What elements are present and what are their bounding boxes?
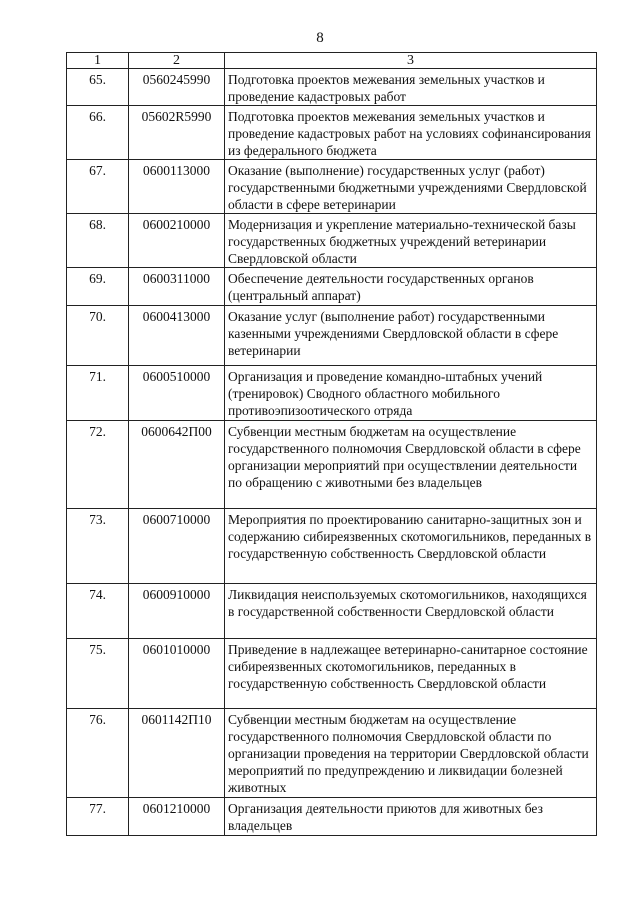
row-code: 0601010000 [129,639,225,709]
header-col-2: 2 [129,53,225,69]
header-col-3: 3 [225,53,597,69]
row-number: 75. [67,639,129,709]
table-row [67,798,597,836]
table-row [67,421,597,509]
row-description: Организация деятельности приютов для животных без владельцев [225,798,597,836]
row-description: Модернизация и укрепление материально-технической базы государственных бюджетных учреждений ветеринарии Свердловской области [225,214,597,268]
table-row [67,509,597,584]
row-description: Организация и проведение командно-штабных учений (тренировок) Сводного областного мобильного противоэпизоотического отряда [225,366,597,421]
row-number: 70. [67,306,129,366]
row-code: 0600710000 [129,509,225,584]
row-number: 72. [67,421,129,509]
row-code: 0600113000 [129,160,225,214]
row-description: Оказание услуг (выполнение работ) государственными казенными учреждениями Свердловской области в сфере ветеринарии [225,306,597,366]
row-description: Обеспечение деятельности государственных органов (центральный аппарат) [225,268,597,306]
table-row [67,709,597,798]
row-description: Субвенции местным бюджетам на осуществление государственного полномочия Свердловской области в сфере организации мероприятий при осуществлении деятельности по обращению с животными без владельцев [225,421,597,509]
header-col-1: 1 [67,53,129,69]
row-description: Мероприятия по проектированию санитарно-защитных зон и содержанию сибиреязвенных скотомогильников, переданных в государственную собственность Свердловской области [225,509,597,584]
row-code: 0600311000 [129,268,225,306]
row-code: 0600210000 [129,214,225,268]
row-code: 0600413000 [129,306,225,366]
row-number: 71. [67,366,129,421]
row-description: Подготовка проектов межевания земельных участков и проведение кадастровых работ [225,69,597,106]
table-row [67,366,597,421]
row-description: Оказание (выполнение) государственных услуг (работ) государственными бюджетными учреждениями Свердловской области в сфере ветеринарии [225,160,597,214]
row-number: 66. [67,106,129,160]
table-row [67,69,597,106]
table-header-row [67,53,597,69]
row-number: 77. [67,798,129,836]
row-code: 0601210000 [129,798,225,836]
budget-codes-table [66,52,597,836]
row-number: 76. [67,709,129,798]
row-number: 67. [67,160,129,214]
row-code: 0600642П00 [129,421,225,509]
row-description: Субвенции местным бюджетам на осуществление государственного полномочия Свердловской области по организации проведения на территории Свердловской области мероприятий по предупреждению и ликвидации болезней животных [225,709,597,798]
table-row [67,306,597,366]
row-code: 0600910000 [129,584,225,639]
row-number: 74. [67,584,129,639]
table-row [67,639,597,709]
row-description: Подготовка проектов межевания земельных участков и проведение кадастровых работ на условиях софинансирования из федерального бюджета [225,106,597,160]
page-number: 8 [316,30,324,46]
table-row [67,106,597,160]
row-code: 05602R5990 [129,106,225,160]
table-row [67,214,597,268]
row-number: 73. [67,509,129,584]
row-description: Приведение в надлежащее ветеринарно-санитарное состояние сибиреязвенных скотомогильников, переданных в государственную собственность Свердловской области [225,639,597,709]
row-code: 0560245990 [129,69,225,106]
row-number: 65. [67,69,129,106]
row-number: 68. [67,214,129,268]
row-number: 69. [67,268,129,306]
row-code: 0601142П10 [129,709,225,798]
row-code: 0600510000 [129,366,225,421]
row-description: Ликвидация неиспользуемых скотомогильников, находящихся в государственной собственности Свердловской области [225,584,597,639]
table-row [67,584,597,639]
table-row [67,160,597,214]
table-row [67,268,597,306]
